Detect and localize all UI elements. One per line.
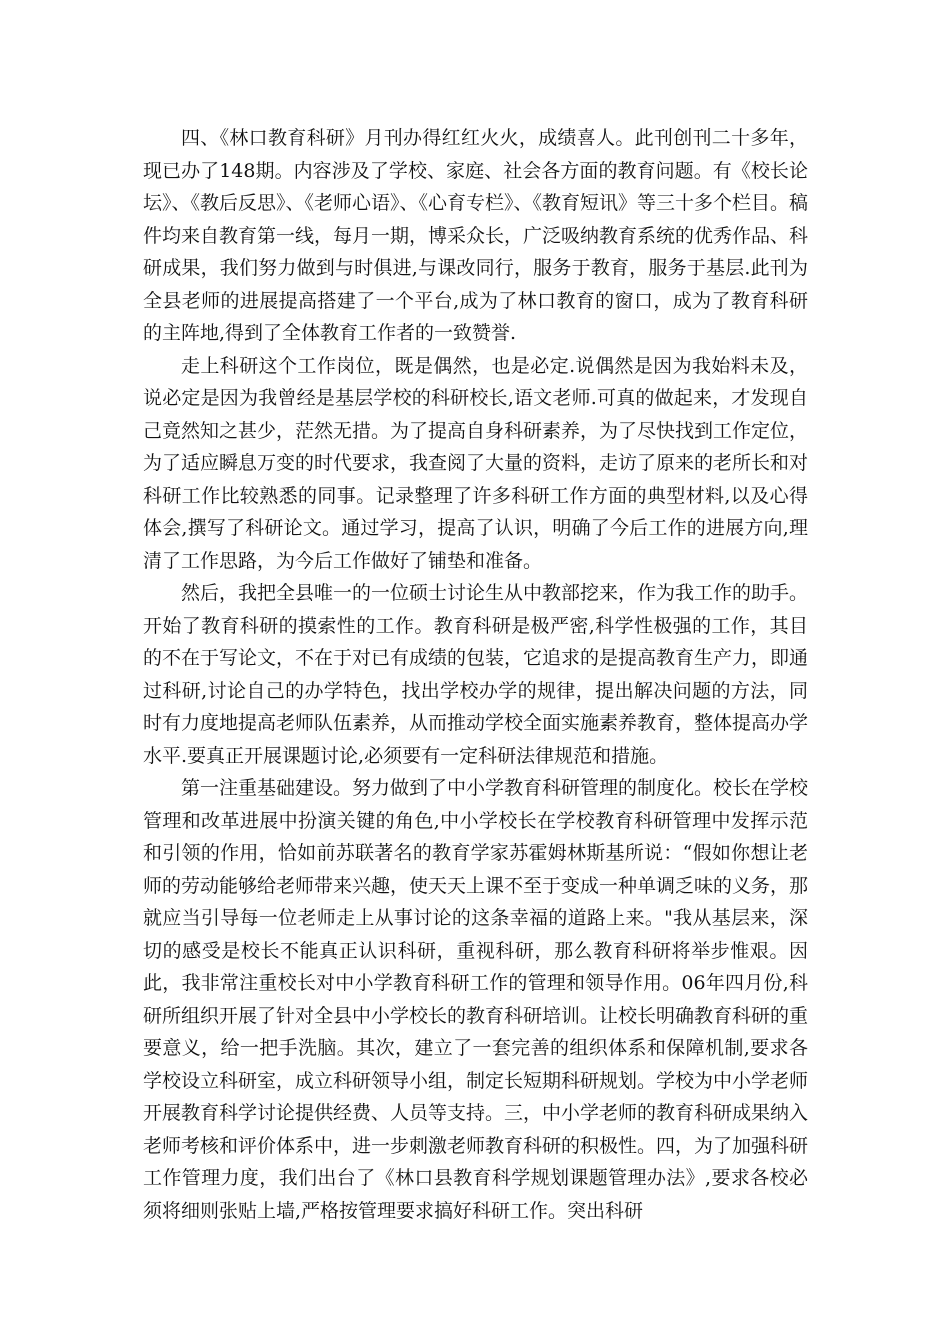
paragraph-assistant: 然后，我把全县唯一的一位硕士讨论生从中教部挖来，作为我工作的助手。开始了教育科研的摸索性的工作。教育科研是极严密,科学性极强的工作，其目的不在于写论文，不在于对已有成绩的包装，它追求的是提高教育生产力，即通过科研,讨论自己的办学特色，找出学校办学的规律，提出解决问题的方法，同时有力度地提高老师队伍素养，从而推动学校全面实施素养教育，整体提高办学水平.要真正开展课题讨论,必须要有一定科研法律规范和措施。 [143,582,809,767]
paragraph-foundation: 第一注重基础建设。努力做到了中小学教育科研管理的制度化。校长在学校管理和改革进展中扮演关键的角色,中小学校长在学校教育科研管理中发挥示范和引领的作用，恰如前苏联著名的教育学家苏霍姆林斯基所说：“假如你想让老师的劳动能够给老师带来兴趣，使天天上课不至于变成一种单调乏味的义务，那就应当引导每一位老师走上从事讨论的这条幸福的道路上来。"我从基层来，深切的感受是校长不能真正认识科研，重视科研，那么教育科研将举步惟艰。因此，我非常注重校长对中小学教育科研工作的管理和领导作用。06年四月份,科研所组织开展了针对全县中小学校长的教育科研培训。让校长明确教育科研的重要意义，给一把手洗脑。其次，建立了一套完善的组织体系和保障机制,要求各学校设立科研室，成立科研领导小组，制定长短期科研规划。学校为中小学老师开展教育科学讨论提供经费、人员等支持。三，中小学老师的教育科研成果纳入老师考核和评价体系中，进一步刺激老师教育科研的积极性。四，为了加强科研工作管理力度，我们出台了《林口县教育科学规划课题管理办法》,要求各校必须将细则张贴上墙,严格按管理要求搞好科研工作。突出科研 [143,777,809,1222]
paragraph-journal: 四、《林口教育科研》月刊办得红红火火，成绩喜人。此刊创刊二十多年，现已办了148期。内容涉及了学校、家庭、社会各方面的教育问题。有《校长论坛》、《教后反思》、《老师心语》、《心育专栏》、《教育短讯》等三十多个栏目。稿件均来自教育第一线，每月一期，博采众长，广泛吸纳教育系统的优秀作品、科研成果，我们努力做到与时俱进,与课改同行，服务于教育，服务于基层.此刊为全县老师的进展提高搭建了一个平台,成为了林口教育的窗口，成为了教育科研的主阵地,得到了全体教育工作者的一致赞誉. [143,127,809,344]
document-body [143,122,808,1227]
paragraph-research-post: 走上科研这个工作岗位，既是偶然，也是必定.说偶然是因为我始料未及，说必定是因为我曾经是基层学校的科研校长,语文老师.可真的做起来，才发现自己竟然知之甚少，茫然无措。为了提高自身科研素养，为了尽快找到工作定位，为了适应瞬息万变的时代要求，我查阅了大量的资料，走访了原来的老所长和对科研工作比较熟悉的同事。记录整理了许多科研工作方面的典型材料,以及心得体会,撰写了科研论文。通过学习，提高了认识，明确了今后工作的进展方向,理清了工作思路，为今后工作做好了铺垫和准备。 [143,354,809,572]
